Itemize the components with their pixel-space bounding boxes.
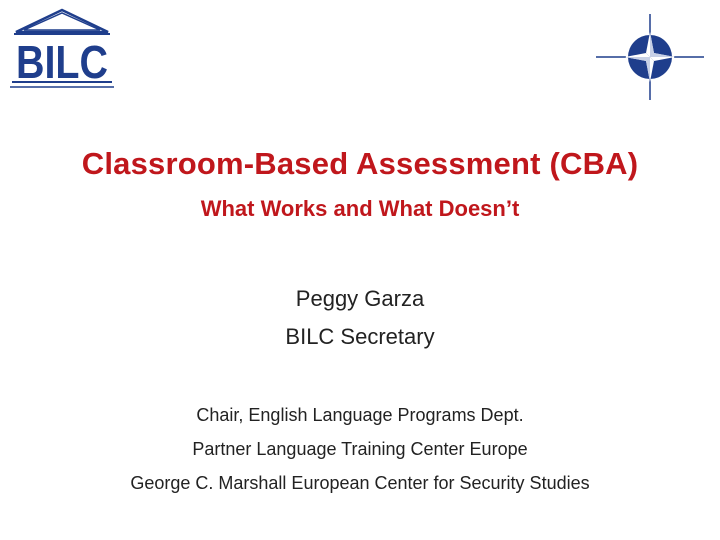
- presenter-name: Peggy Garza: [295, 286, 425, 311]
- presenter-role: BILC Secretary: [285, 324, 435, 349]
- affiliation-line: Chair, English Language Programs Dept.: [196, 405, 524, 425]
- nato-compass-star-icon: [596, 14, 704, 100]
- bilc-logo: [10, 8, 114, 92]
- slide-subtitle: What Works and What Doesn’t: [200, 196, 520, 221]
- slide-title: Classroom-Based Assessment (CBA): [81, 146, 639, 181]
- bilc-logo-text: BILC: [16, 36, 108, 88]
- bilc-logo-graphic: [10, 8, 114, 92]
- affiliation-line: Partner Language Training Center Europe: [192, 439, 528, 459]
- presenter-block: [0, 280, 720, 356]
- affiliation-block: [0, 398, 720, 500]
- affiliation-line: George C. Marshall European Center for Security Studies: [130, 473, 590, 493]
